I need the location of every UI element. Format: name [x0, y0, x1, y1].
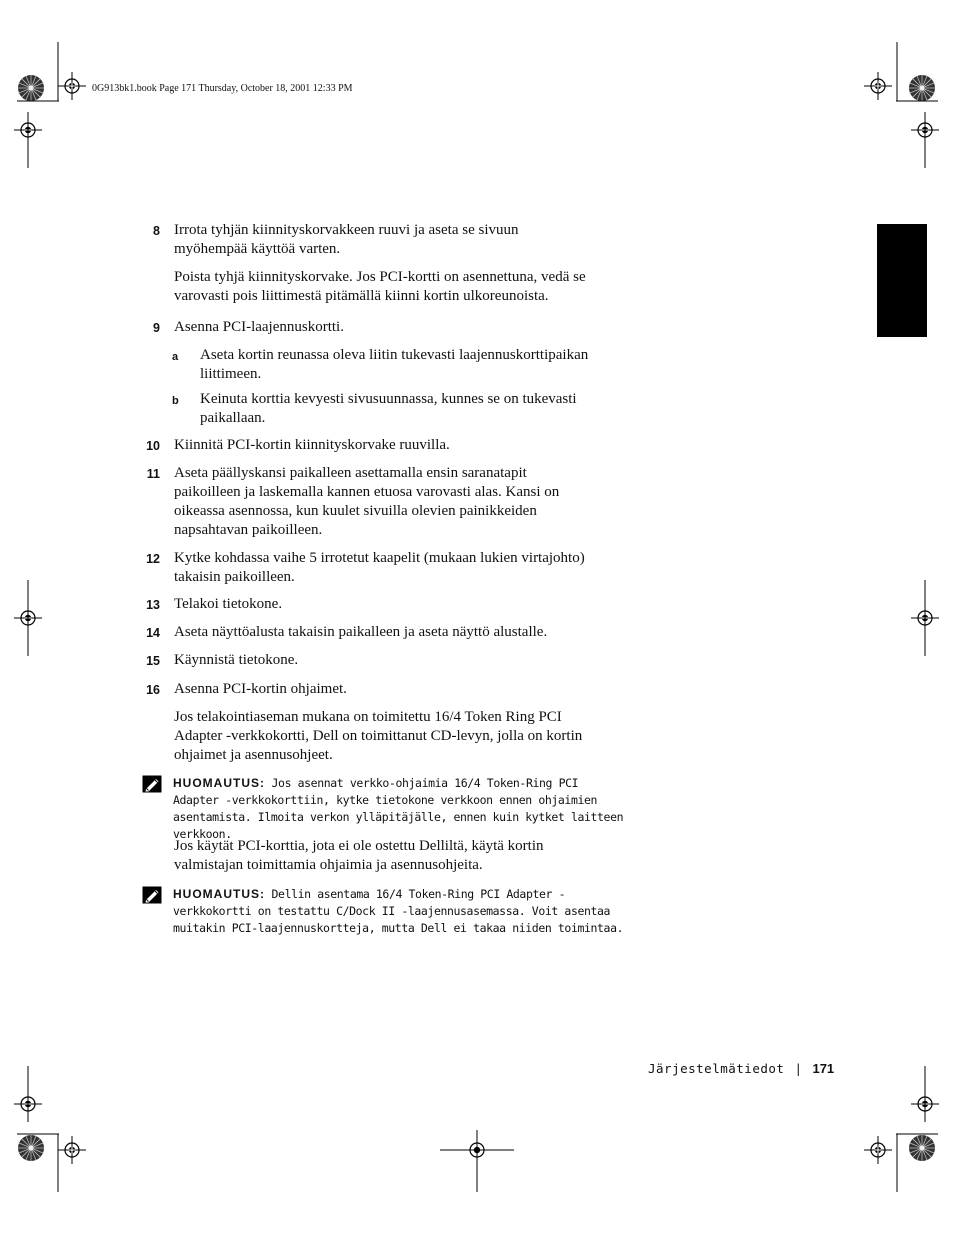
step-number: 11	[146, 467, 160, 481]
step-text: Asenna PCI-kortin ohjaimet.	[174, 681, 347, 697]
step-number: 14	[146, 626, 160, 640]
step-text: Aseta näyttöalusta takaisin paikalleen ja aseta näyttö alustalle.	[174, 624, 548, 640]
section-title: Järjestelmätiedot	[648, 1061, 785, 1076]
page-number: 171	[812, 1061, 835, 1076]
footer-separator: |	[794, 1061, 803, 1076]
substep-text: Aseta kortin reunassa oleva liitin tukevasti laajennuskorttipaikan liittimeen.	[200, 347, 589, 382]
starburst-color-target-icon	[18, 1135, 44, 1161]
step-text: Aseta päällyskansi paikalleen asettamalla ensin saranatapit paikoilleen ja laskemalla kannen etuosa varovasti alas. Kansi on oikeassa asennossa, kun kuulet sivuilla olevien painikkeiden napsahtavan paikoilleen.	[174, 465, 560, 538]
step-text: Irrota tyhjän kiinnityskorvakkeen ruuvi ja aseta se sivuun myöhempää käyttöä varten.	[174, 222, 519, 257]
step-text: Kytke kohdassa vaihe 5 irrotetut kaapelit (mukaan lukien virtajohto) takaisin paikoilleen.	[174, 550, 585, 585]
crosshair-registration-mark-icon	[58, 1136, 86, 1164]
step-number: 16	[146, 683, 160, 697]
step-text: Telakoi tietokone.	[174, 596, 283, 612]
step-number: 8	[153, 224, 160, 238]
crosshair-registration-mark-icon	[58, 72, 86, 100]
step-text: Käynnistä tietokone.	[174, 652, 299, 668]
starburst-color-target-icon	[909, 75, 935, 101]
starburst-color-target-icon	[18, 75, 44, 101]
note-label: HUOMAUTUS:	[173, 776, 265, 790]
crosshair-registration-mark-icon	[864, 1136, 892, 1164]
crosshair-registration-mark-icon	[864, 72, 892, 100]
step-text: Asenna PCI-laajennuskortti.	[174, 319, 344, 335]
substep-letter: a	[172, 351, 179, 363]
step-paragraph: Poista tyhjä kiinnityskorvake. Jos PCI-kortti on asennettuna, vedä se varovasti pois liittimestä pitämällä kiinni kortin ulkoreunoista.	[174, 269, 586, 304]
substep-letter: b	[172, 395, 179, 407]
book-header-info: 0G913bk1.book Page 171 Thursday, October 18, 2001 12:33 PM	[92, 83, 353, 94]
step-number: 15	[146, 654, 160, 668]
substep-text: Keinuta korttia kevyesti sivusuunnassa, kunnes se on tukevasti paikallaan.	[200, 391, 577, 426]
step-number: 9	[153, 321, 160, 335]
starburst-color-target-icon	[909, 1135, 935, 1161]
step-number: 13	[146, 598, 160, 612]
step-paragraph: Jos käytät PCI-korttia, jota ei ole ostettu Delliltä, käytä kortin valmistajan toimittamia ohjaimia ja asennusohjeita.	[174, 838, 544, 873]
step-number: 10	[146, 439, 160, 453]
note-body: Dellin asentama 16/4 Token-Ring PCI Adapter -verkkokortti on testattu C/Dock II -laajennusasemassa. Voit asentaa muitakin PCI-laajennuskortteja, mutta Dell ei takaa niiden toimintaa.	[173, 887, 624, 935]
step-paragraph: Jos telakointiaseman mukana on toimitettu 16/4 Token Ring PCI Adapter -verkkokortti, Dell on toimittanut CD-levyn, jolla on kortin ohjaimet ja asennusohjeet.	[174, 709, 583, 763]
step-number: 12	[146, 552, 160, 566]
note-body: Jos asennat verkko-ohjaimia 16/4 Token-Ring PCI Adapter -verkkokorttiin, kytke tietokone verkkoon ennen ohjaimien asentamista. Ilmoita verkon ylläpitäjälle, ennen kuin kytket laitteen verkkoon.	[173, 776, 624, 841]
note-label: HUOMAUTUS:	[173, 887, 265, 901]
step-text: Kiinnitä PCI-kortin kiinnityskorvake ruuvilla.	[174, 437, 450, 453]
